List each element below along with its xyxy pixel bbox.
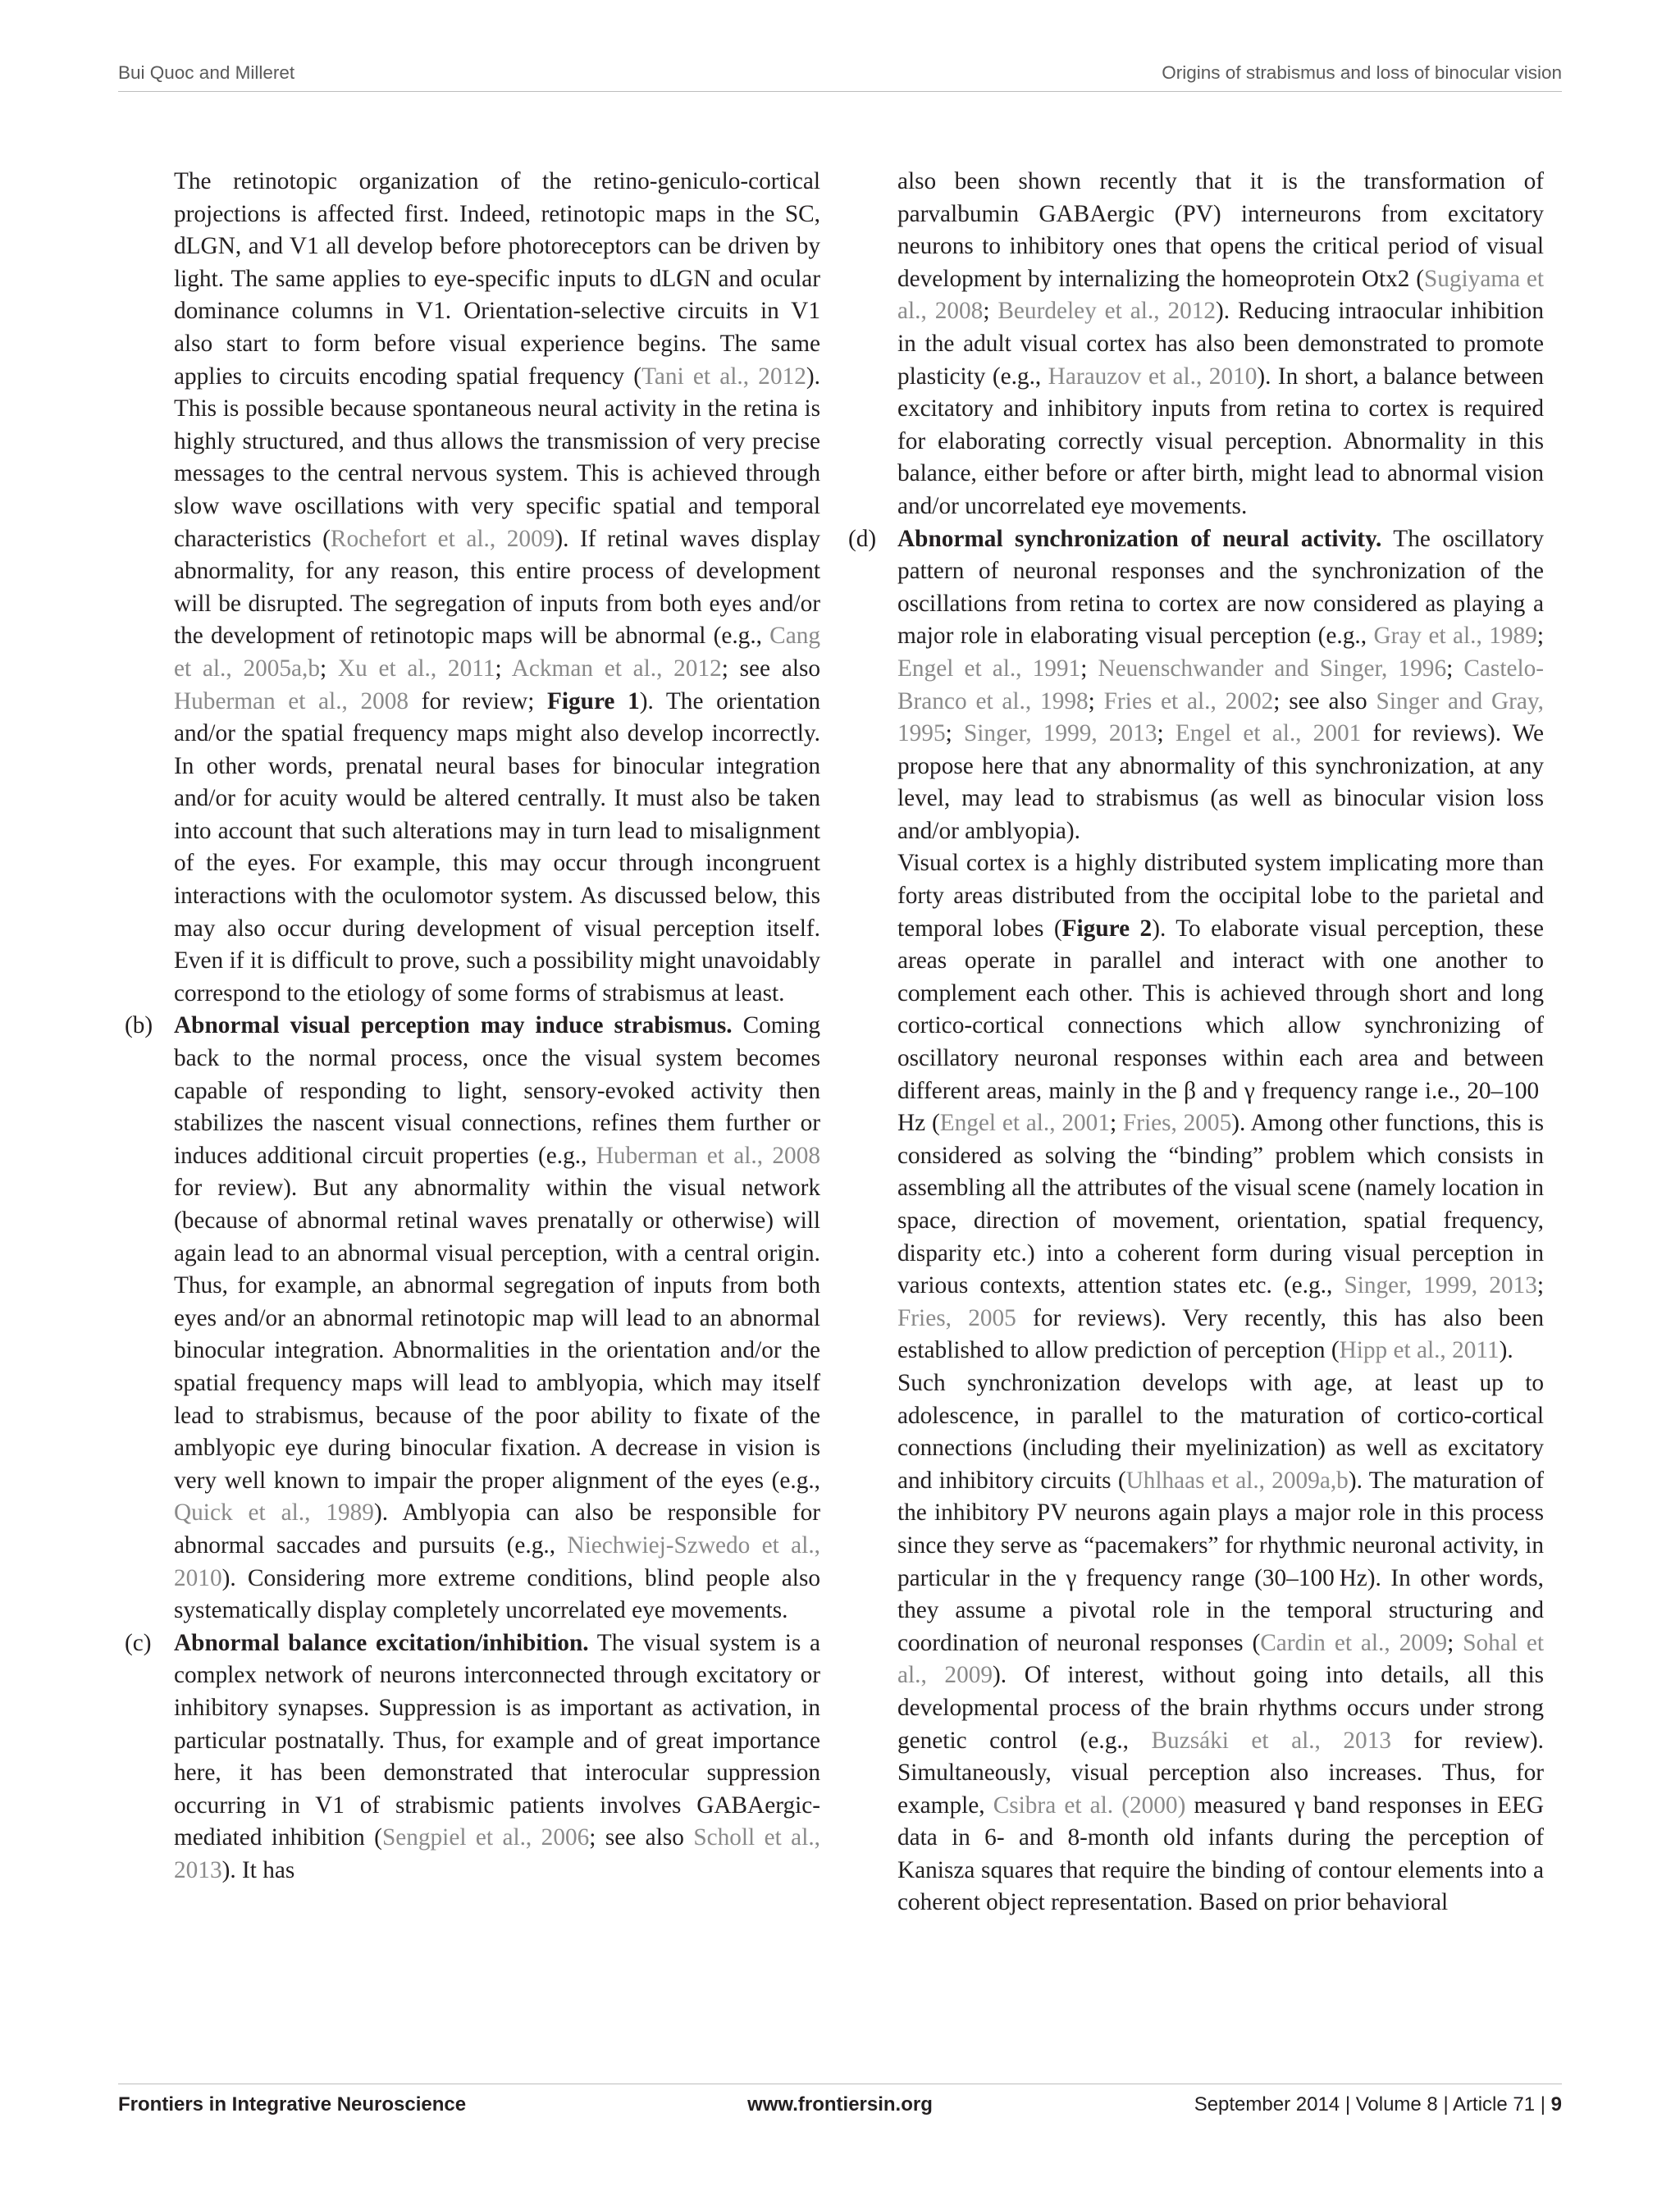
citation-link[interactable]: Scholl et al., 2013: [174, 1824, 820, 1883]
citation-link[interactable]: Fries et al., 2002: [1103, 687, 1274, 714]
citation-link[interactable]: Engel et al., 2001: [939, 1110, 1110, 1137]
citation-link[interactable]: Engel et al., 1991: [897, 655, 1081, 682]
citation-link[interactable]: Cang et al., 2005a,b: [174, 623, 820, 682]
citation-link[interactable]: Huberman et al., 2008: [596, 1142, 820, 1169]
footer-journal: Frontiers in Integrative Neuroscience: [118, 2093, 467, 2116]
list-label: (d): [848, 525, 877, 552]
citation-link[interactable]: Sugiyama et al., 2008: [897, 265, 1545, 325]
item-heading: Abnormal visual perception may induce strabismus.: [174, 1012, 733, 1039]
citation-link[interactable]: Hipp et al., 2011: [1339, 1337, 1500, 1364]
citation-link[interactable]: Fries, 2005: [1122, 1110, 1232, 1137]
citation-link[interactable]: Fries, 2005: [897, 1304, 1016, 1331]
citation-link[interactable]: Ackman et al., 2012: [511, 655, 722, 682]
citation-link[interactable]: Tani et al., 2012: [641, 363, 806, 390]
left-column: [125, 166, 821, 1887]
citation-link[interactable]: Castelo-Branco et al., 1998: [897, 655, 1545, 714]
list-item-d: (d) Abnormal synchronization of neural activity. The oscillatory pattern of neuronal responses and the synchronization of the oscillations from retina to cortex are now considered as playing a major role in elaborating visual perception (e.g., Gray et al., 1989; Engel et al., 1991; Neuenschwander and Singer, 1996; Castelo-Branco et al., 1998; Fries et al., 2002; see also Singer and Gray, 1995; Singer, 1999, 2013; Engel et al., 2001 for reviews). We propose here that any abnormality of this synchronization, at any level, may lead to strabismus (as well as binocular vision loss and/or amblyopia).: [897, 523, 1544, 848]
paragraph-retinotopic: The retinotopic organization of the retino-geniculo-cortical projections is affected first. Indeed, retinotopic maps in the SC, dLGN, and V1 all develop before photoreceptors can be driven by light. The same applies to eye-specific inputs to dLGN and ocular dominance columns in V1. Orientation-selective circuits in V1 also start to form before visual experience begins. The same applies to circuits encoding spatial frequency (Tani et al., 2012). This is possible because spontaneous neural activity in the retina is highly structured, and thus allows the transmission of very precise messages to the central nervous system. This is achieved through slow wave oscillations with very specific spatial and temporal characteristics (Rochefort et al., 2009). If retinal waves display abnormality, for any reason, this entire process of development will be disrupted. The segregation of inputs from both eyes and/or the development of retinotopic maps will be abnormal (e.g., Cang et al., 2005a,b; Xu et al., 2011; Ackman et al., 2012; see also Huberman et al., 2008 for review; Figure 1). The orientation and/or the spatial frequency maps might also develop incorrectly. In other words, prenatal neural bases for binocular integration and/or for acuity would be altered centrally. It must also be taken into account that such alterations may in turn lead to misalignment of the eyes. For example, this may occur through incongruent interactions with the oculomotor system. As discussed below, this may also occur during development of visual perception itself. Even if it is difficult to prove, such a possibility might unavoidably correspond to the etiology of some forms of strabismus at least.: [174, 168, 821, 1006]
citation-link[interactable]: Rochefort et al., 2009: [330, 525, 555, 552]
citation-link[interactable]: Beurdeley et al., 2012: [998, 298, 1217, 325]
footer-url[interactable]: www.frontiersin.org: [747, 2093, 933, 2116]
header-authors: Bui Quoc and Milleret: [118, 62, 295, 83]
citation-link[interactable]: Xu et al., 2011: [337, 655, 495, 682]
citation-link[interactable]: Sohal et al., 2009: [897, 1629, 1544, 1689]
citation-link[interactable]: Sengpiel et al., 2006: [381, 1824, 590, 1851]
citation-link[interactable]: Csibra et al. (2000): [993, 1791, 1186, 1819]
list-item-c: (c) Abnormal balance excitation/inhibition. The visual system is a complex network of neurons interconnected through excitatory or inhibitory synapses. Suppression is as important as activation, in particular postnatally. Thus, for example and of great importance here, it has been demonstrated that interocular suppression occurring in V1 of strabismic patients involves GABAergic-mediated inhibition (Sengpiel et al., 2006; see also Scholl et al., 2013). It has: [174, 1627, 820, 1887]
item-heading: Abnormal balance excitation/inhibition.: [174, 1629, 589, 1656]
page-number: 9: [1550, 2093, 1562, 2116]
citation-link[interactable]: Singer, 1999, 2013: [963, 720, 1157, 747]
header-short-title: Origins of strabismus and loss of binocular vision: [1162, 62, 1562, 83]
list-label: (c): [125, 1629, 152, 1656]
list-item-b: (b) Abnormal visual perception may induce strabismus. Coming back to the normal process, once the visual system becomes capable of responding to light, sensory-evoked activity then stabilizes the nascent visual connections, refines them further or induces additional circuit properties (e.g., Huberman et al., 2008 for review). But any abnormality within the visual network (because of abnormal retinal waves prenatally or otherwise) will again lead to an abnormal visual perception, with a central origin. Thus, for example, an abnormal segregation of inputs from both eyes and/or an abnormal retinotopic map will lead to an abnormal binocular integration. Abnormalities in the orientation and/or the spatial frequency maps will lead to amblyopia, which may itself lead to strabismus, because of the poor ability to fixate of the amblyopic eye during binocular fixation. A decrease in vision is very well known to impair the proper alignment of the eyes (e.g., Quick et al., 1989). Amblyopia can also be responsible for abnormal saccades and pursuits (e.g., Niechwiej-Szwedo et al., 2010). Considering more extreme conditions, blind people also systematically display completely uncorrelated eye movements.: [174, 1010, 820, 1627]
citation-link[interactable]: Cardin et al., 2009: [1260, 1629, 1448, 1656]
citation-link[interactable]: Gray et al., 1989: [1373, 623, 1537, 650]
citation-link[interactable]: Neuenschwander and Singer, 1996: [1098, 655, 1447, 682]
citation-link[interactable]: Uhlhaas et al., 2009a,b: [1125, 1467, 1349, 1494]
list-label: (b): [125, 1012, 153, 1039]
paragraph-visual-cortex: Visual cortex is a highly distributed system implicating more than forty areas distributed from the occipital lobe to the parietal and temporal lobes (Figure 2). To elaborate visual perception, these areas operate in parallel and interact with one another to complement each other. This is achieved through short and long cortico-cortical connections which allow synchronizing of oscillatory neuronal responses within each area and between different areas, mainly in the β and γ frequency range i.e., 20–100 Hz (Engel et al., 2001; Fries, 2005). Among other functions, this is considered as solving the “binding” problem which consists in assembling all the attributes of the visual scene (namely location in space, direction of movement, orientation, spatial frequency, disparity etc.) into a coherent form during visual perception in various contexts, attention states etc. (e.g., Singer, 1999, 2013; Fries, 2005 for reviews). Very recently, this has also been established to allow prediction of perception (Hipp et al., 2011).: [897, 850, 1545, 1364]
right-column: [848, 166, 1545, 1919]
figure-link[interactable]: Figure 2: [1061, 915, 1153, 942]
citation-link[interactable]: Buzsáki et al., 2013: [1151, 1727, 1391, 1754]
citation-link[interactable]: Niechwiej-Szwedo et al., 2010: [174, 1531, 820, 1591]
citation-link[interactable]: Singer, 1999, 2013: [1344, 1272, 1537, 1299]
running-header: [118, 56, 1562, 90]
citation-link[interactable]: Engel et al., 2001: [1175, 720, 1362, 747]
footer-issue: September 2014 | Volume 8 | Article 71 | 9: [1194, 2093, 1562, 2116]
citation-link[interactable]: Singer and Gray, 1995: [897, 687, 1544, 747]
paragraph-c-continued: also been shown recently that it is the transformation of parvalbumin GABAergic (PV) interneurons from excitatory neurons to inhibitory ones that opens the critical period of visual development by internalizing the homeoprotein Otx2 (Sugiyama et al., 2008; Beurdeley et al., 2012). Reducing intraocular inhibition in the adult visual cortex has also been demonstrated to promote plasticity (e.g., Harauzov et al., 2010). In short, a balance between excitatory and inhibitory inputs from retina to cortex is required for elaborating correctly visual perception. Abnormality in this balance, either before or after birth, might lead to abnormal vision and/or uncorrelated eye movements.: [897, 168, 1545, 519]
citation-link[interactable]: Huberman et al., 2008: [174, 687, 409, 714]
header-rule: [118, 91, 1562, 92]
citation-link[interactable]: Harauzov et al., 2010: [1048, 363, 1258, 390]
paragraph-synchronization: Such synchronization develops with age, at least up to adolescence, in parallel to the maturation of cortico-cortical connections (including their myelinization) as well as excitatory and inhibitory circuits (Uhlhaas et al., 2009a,b). The maturation of the inhibitory PV neurons again plays a major role in this process since they serve as “pacemakers” for rhythmic neuronal activity, in particular in the γ frequency range (30–100 Hz). In other words, they assume a pivotal role in the temporal structuring and coordination of neuronal responses (Cardin et al., 2009; Sohal et al., 2009). Of interest, without going into details, all this developmental process of the brain rhythms occurs under strong genetic control (e.g., Buzsáki et al., 2013 for review). Simultaneously, visual perception also increases. Thus, for example, Csibra et al. (2000) measured γ band responses in EEG data in 6- and 8-month old infants during the perception of Kanisza squares that require the binding of contour elements into a coherent object representation. Based on prior behavioral: [897, 1369, 1544, 1916]
page-footer: [118, 2093, 1562, 2126]
figure-link[interactable]: Figure 1: [546, 687, 640, 714]
citation-link[interactable]: Quick et al., 1989: [174, 1499, 374, 1527]
item-heading: Abnormal synchronization of neural activity.: [897, 525, 1382, 552]
